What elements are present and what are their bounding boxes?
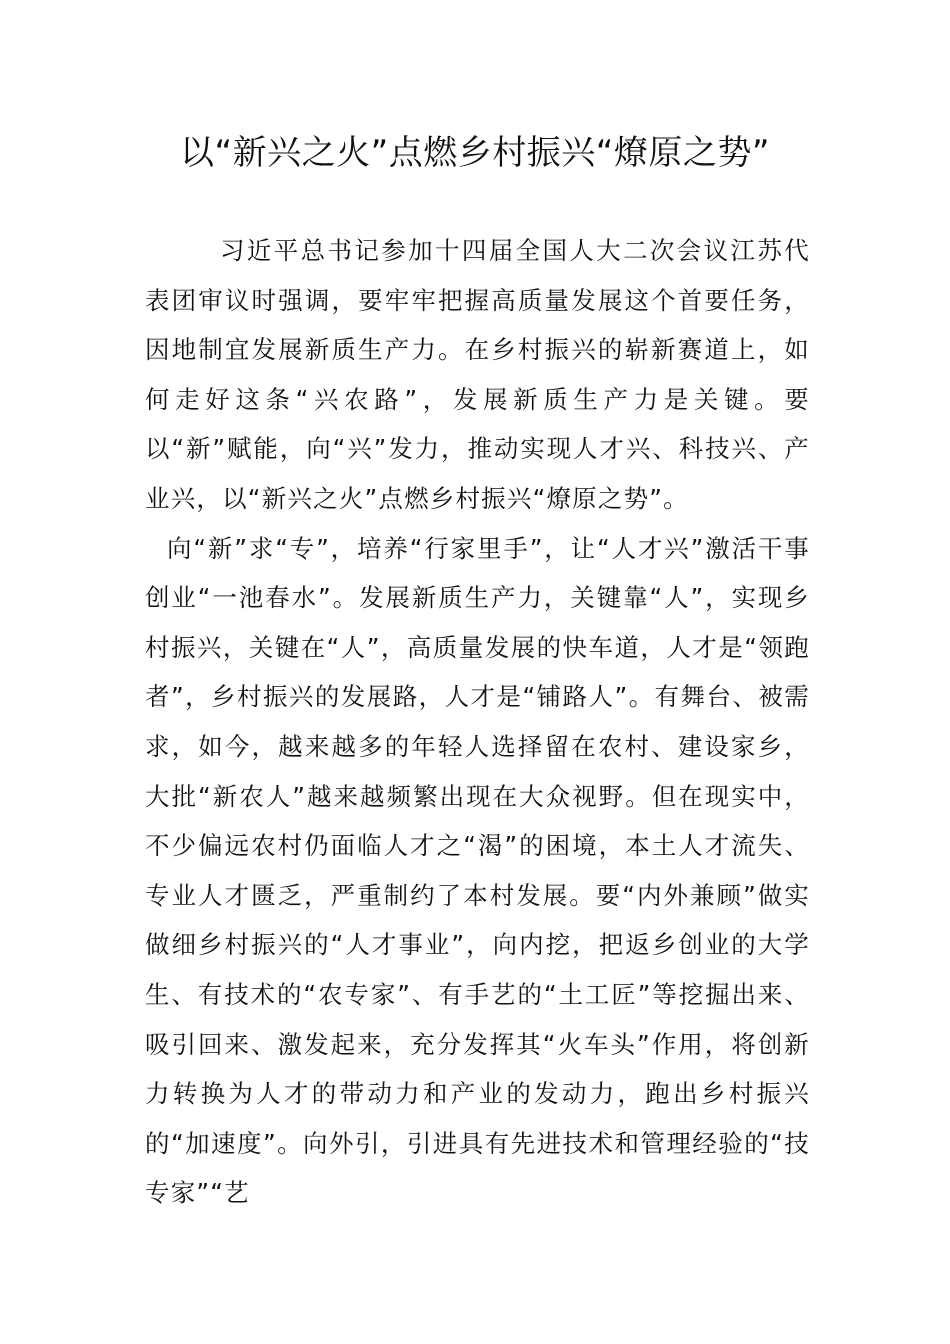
paragraph-talent: 向“新”求“专”，培养“行家里手”，让“人才兴”激活干事创业“一池春水”。发展新质生产力，关键靠“人”，实现乡村振兴，关键在“人”，高质量发展的快车道，人才是“领跑者”，乡村振兴的发展路，人才是“铺路人”。有舞台、被需求，如今，越来越多的年轻人选择留在农村、建设家乡，大批“新农人”越来越频繁出现在大众视野。但在现实中，不少偏远农村仍面临人才之“渴”的困境，本土人才流失、专业人才匮乏，严重制约了本村发展。要“内外兼顾”做实做细乡村振兴的“人才事业”，向内挖，把返乡创业的大学生、有技术的“农专家”、有手艺的“土工匠”等挖掘出来、吸引回来、激发起来，充分发挥其“火车头”作用，将创新力转换为人才的带动力和产业的发动力，跑出乡村振兴的“加速度”。向外引，引进具有先进技术和管理经验的“技专家”“艺 [145,533,810,1208]
document-body [145,226,810,1218]
paragraph-intro: 习近平总书记参加十四届全国人大二次会议江苏代表团审议时强调，要牢牢把握高质量发展这个首要任务，因地制宜发展新质生产力。在乡村振兴的崭新赛道上，如何走好这条“兴农路”，发展新质生产力是关键。要以“新”赋能，向“兴”发力，推动实现人才兴、科技兴、产业兴，以“新兴之火”点燃乡村振兴“燎原之势”。 [145,236,810,513]
document-title: 以“新兴之火”点燃乡村振兴“燎原之势” [180,133,770,173]
